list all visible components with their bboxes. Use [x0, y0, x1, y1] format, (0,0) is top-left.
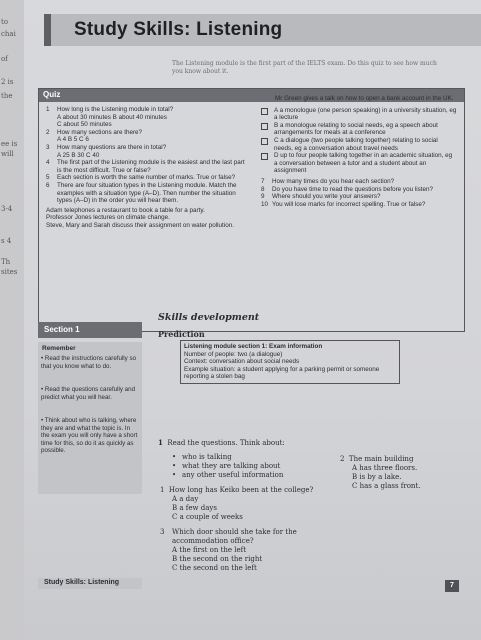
quiz-question: 5 Each section is worth the same number of marks. True or false?: [46, 174, 236, 182]
question-2: 2 The main building A has three floors. B is by a lake. C has a glass front.: [340, 455, 465, 491]
margin-text: 2 is: [1, 78, 14, 86]
exam-info-title: Listening module section 1: Exam information: [184, 343, 323, 350]
quiz-question: 8 Do you have time to read the questions before you listen?: [261, 185, 434, 193]
footer-label: Study Skills: Listening: [44, 579, 120, 586]
answer-option[interactable]: B a few days: [172, 504, 217, 512]
title-accent: [44, 14, 51, 46]
checkbox-icon[interactable]: [261, 108, 268, 115]
margin-text: sites: [1, 268, 18, 276]
situation-option[interactable]: D up to four people talking together in an academic situation, eg a conversation between a tutor and a student about an assignment: [261, 152, 457, 175]
remember-title: Remember: [42, 345, 76, 352]
answer-option[interactable]: C has a glass front.: [352, 482, 421, 490]
quiz-label: Quiz: [43, 90, 61, 99]
skills-heading: Skills development: [158, 312, 260, 323]
prediction-heading: Prediction: [158, 329, 205, 339]
section-header: [38, 322, 142, 338]
answer-option[interactable]: A a day: [172, 495, 199, 503]
exam-info-line: Number of people: two (a dialogue): [184, 350, 283, 358]
margin-text: chai: [1, 30, 16, 38]
previous-page-edge: [0, 0, 26, 640]
quiz-question: 7 How many times do you hear each section?: [261, 177, 395, 185]
quiz-question: 10 You will lose marks for incorrect spelling. True or false?: [261, 200, 426, 208]
margin-text: the: [1, 92, 13, 100]
quiz-question: 4 The first part of the Listening module is the easiest and the last part is the most difficult. True or false?: [46, 159, 245, 174]
situation-option[interactable]: B a monologue relating to social needs, eg a speech about arrangements for meals at a conference: [261, 122, 457, 137]
remember-tip: • Read the questions carefully and predict what you will hear.: [41, 386, 136, 401]
margin-text: ee is: [1, 140, 18, 148]
situation-option[interactable]: A a monologue (one person speaking) in a university situation, eg a lecture: [261, 107, 457, 122]
margin-text: will: [1, 150, 14, 158]
question-3: 3 Which door should she take for the accommodation office? A the first on the left B the second on the right C the second on the left: [160, 528, 330, 573]
quiz-left-column: [46, 106, 246, 230]
question-1: 1 How long has Keiko been at the college? A a day B a few days C a couple of weeks: [160, 486, 330, 522]
margin-text: s 4: [1, 237, 12, 245]
remember-tip: • Read the instructions carefully so that you know what to do.: [41, 355, 137, 370]
quiz-question: 3 How many questions are there in total?: [46, 143, 167, 151]
answer-option[interactable]: C the second on the left: [172, 564, 257, 572]
page-title: Study Skills: Listening: [74, 19, 283, 40]
checkbox-icon[interactable]: [261, 153, 268, 160]
footer-band: [38, 578, 142, 589]
exam-info-line: Context: conversation about social needs: [184, 358, 300, 366]
quiz-question: 2 How many sections are there?: [46, 128, 143, 136]
quiz-answer-options: C about 50 minutes: [57, 121, 112, 129]
page-number: 7: [445, 580, 459, 592]
bullet-item: • who is talking: [172, 453, 283, 462]
answer-option[interactable]: A has three floors.: [352, 464, 418, 472]
answer-option[interactable]: B the second on the right: [172, 555, 263, 563]
remember-tip: • Think about who is talking, where they are and what the topic is. In the exam you will only have a short time for this, so do it as quickly as possible.: [41, 417, 138, 455]
quiz-right-column: [261, 95, 457, 208]
quiz-answer-options: A about 30 minutes B about 40 minutes: [57, 113, 167, 121]
margin-text: to: [1, 18, 9, 26]
margin-text: Th: [1, 258, 11, 266]
situation-example: Adam telephones a restaurant to book a table for a party.: [46, 206, 205, 214]
quiz-question: 1 How long is the Listening module in total?: [46, 106, 174, 113]
answer-option[interactable]: C a couple of weeks: [172, 513, 243, 521]
answer-option[interactable]: B is by a lake.: [352, 473, 402, 481]
quiz-question: 9 Where should you write your answers?: [261, 193, 381, 201]
task-instruction: 1 Read the questions. Think about:: [158, 438, 285, 447]
section-label: Section 1: [44, 325, 80, 334]
situation-example: Steve, Mary and Sarah discuss their assignment on water pollution.: [46, 221, 234, 229]
exam-info-box: [180, 340, 400, 384]
checkbox-icon[interactable]: [261, 138, 268, 145]
situation-example: Mr Green gives a talk on how to open a bank account in the UK.: [275, 95, 454, 102]
bullet-item: • any other useful information: [172, 471, 283, 480]
intro-text: The Listening module is the first part of the IELTS exam. Do this quiz to see how much you know about it.: [172, 60, 437, 75]
situation-example: Professor Jones lectures on climate change.: [46, 214, 170, 222]
textbook-page: [24, 0, 481, 640]
exam-info-line: Example situation: a student applying for a parking permit or someone reporting a stolen bag: [184, 365, 380, 381]
remember-box: [38, 342, 142, 494]
margin-text: of: [1, 55, 8, 63]
answer-option[interactable]: A the first on the left: [172, 546, 247, 554]
quiz-answer-options: A 25 B 30 C 40: [57, 151, 100, 159]
bullet-item: • what they are talking about: [172, 462, 283, 471]
checkbox-icon[interactable]: [261, 123, 268, 130]
quiz-question: 6 There are four situation types in the Listening module. Match the examples with a situation type (A–D). Then number the situation types (A–D) in the order you will hear them.: [46, 181, 237, 205]
bullet-list: [172, 453, 283, 480]
situation-option[interactable]: C a dialogue (two people talking together) relating to social needs, eg a conversation about travel needs: [261, 137, 457, 152]
quiz-box: [38, 88, 465, 332]
quiz-answer-options: A 4 B 5 C 6: [57, 136, 89, 144]
margin-text: 3-4: [1, 205, 13, 213]
